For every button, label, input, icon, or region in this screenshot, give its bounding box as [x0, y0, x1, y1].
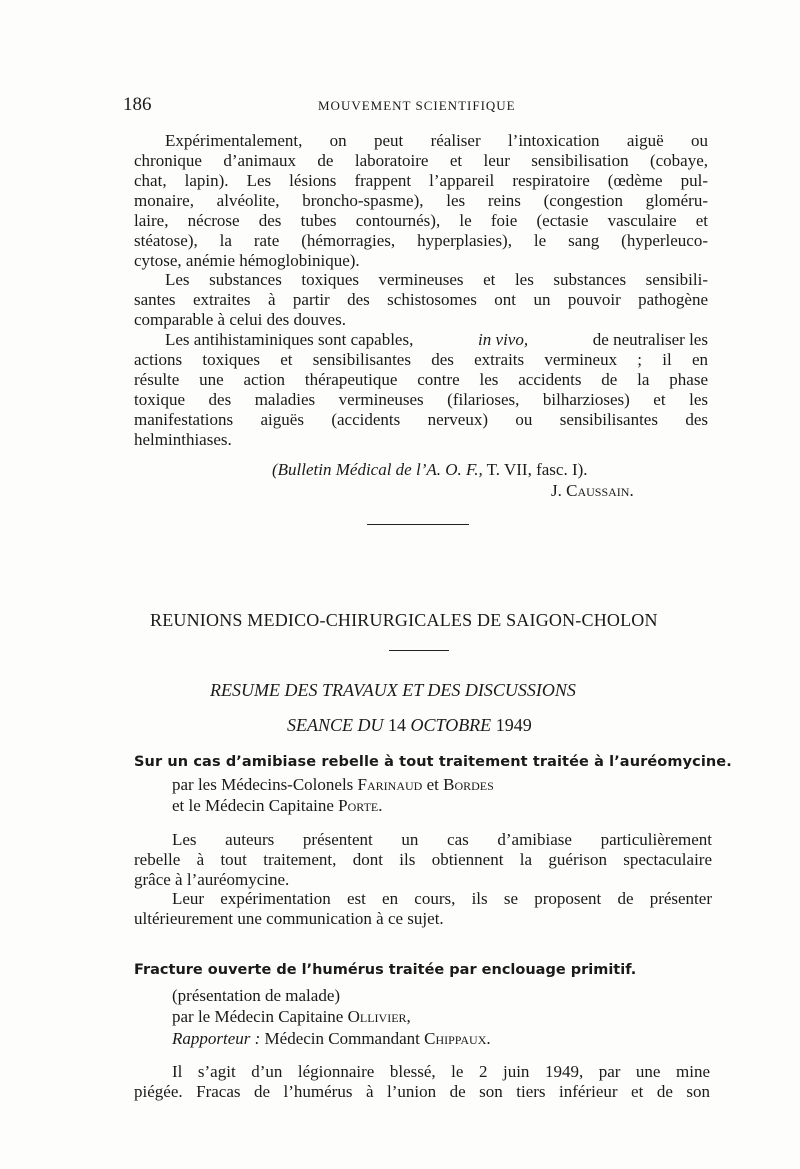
author-name: Porte.	[338, 796, 383, 815]
text-line: Il s’agit d’un légionnaire blessé, le 2 juin 1949, par une mine	[172, 1062, 710, 1081]
text-line: chat, lapin). Les lésions frappent l’appareil respiratoire (œdème pul-	[134, 171, 708, 190]
text-line: ultérieurement une communication à ce sujet.	[134, 909, 444, 928]
running-title: MOUVEMENT SCIENTIFIQUE	[318, 98, 516, 113]
author-name: Farinaud	[357, 775, 423, 794]
author-name: Ollivier,	[347, 1007, 411, 1026]
text-line: Leur expérimentation est en cours, ils se proposent de présenter	[172, 889, 712, 908]
text-line: toxique des maladies vermineuses (filarioses, bilharzioses) et les	[134, 390, 708, 409]
session-year: 1949	[495, 715, 532, 735]
author-signature	[551, 481, 634, 500]
italic-term: in vivo,	[478, 330, 529, 349]
session-heading	[287, 716, 532, 735]
text-span: Les antihistaminiques sont capables,	[165, 330, 414, 349]
author-name: Caussain.	[566, 481, 634, 500]
separator-rule	[367, 524, 469, 525]
text-line: stéatose), la rate (hémorragies, hyperplasies), le sang (hyperleuco-	[134, 231, 708, 250]
text-line: helminthiases.	[134, 430, 232, 449]
item1-authors-2	[172, 796, 383, 815]
text-span: de neutraliser les	[592, 330, 708, 349]
text-line: Les auteurs présentent un cas d’amibiase particulièrement	[172, 830, 712, 849]
page-number: 186	[123, 94, 152, 115]
section-title: REUNIONS MEDICO-CHIRURGICALES DE SAIGON-CHOLON	[150, 610, 658, 630]
text-line: manifestations aiguës (accidents nerveux) ou sensibilisantes des	[134, 410, 708, 429]
author-name: Chippaux.	[424, 1029, 491, 1048]
text-span: par le Médecin Capitaine	[172, 1007, 344, 1026]
session-label: SEANCE DU	[287, 715, 384, 735]
text-line: résulte une action thérapeutique contre les accidents de la phase	[134, 370, 708, 389]
citation-source: (Bulletin Médical de l’A. O. F.,	[272, 460, 483, 479]
text-line	[165, 330, 708, 349]
text-span: par les Médecins-Colonels	[172, 775, 354, 794]
session-month: OCTOBRE	[410, 715, 492, 735]
text-line: actions toxiques et sensibilisantes des extraits vermineux ; il en	[134, 350, 708, 369]
text-line: rebelle à tout traitement, dont ils obtiennent la guérison spectaculaire	[134, 850, 712, 869]
session-day: 14	[388, 715, 406, 735]
item1-authors	[172, 775, 494, 794]
item2-rapporteur	[172, 1029, 491, 1048]
text-line: cytose, anémie hémoglobinique).	[134, 251, 360, 270]
rapporteur-label: Rapporteur :	[172, 1029, 261, 1048]
text-line: comparable à celui des douves.	[134, 310, 346, 329]
text-line: piégée. Fracas de l’humérus à l’union de son tiers inférieur et de son	[134, 1082, 710, 1101]
text-line: laire, nécrose des tubes contournés), le foie (ectasie vasculaire et	[134, 211, 708, 230]
citation	[272, 460, 588, 479]
author-name: Bordes	[443, 775, 494, 794]
text-span: Médecin Commandant	[264, 1029, 420, 1048]
title-underline	[389, 650, 449, 651]
text-span: et	[426, 775, 439, 794]
item2-presentation: (présentation de malade)	[172, 986, 341, 1005]
text-line: Expérimentalement, on peut réaliser l’intoxication aiguë ou	[165, 131, 708, 150]
section-subtitle: RESUME DES TRAVAUX ET DES DISCUSSIONS	[210, 680, 576, 700]
text-line: Les substances toxiques vermineuses et les substances sensibili-	[165, 270, 708, 289]
citation-volume: T. VII, fasc. I).	[486, 460, 588, 479]
text-line: chronique d’animaux de laboratoire et leur sensibilisation (cobaye,	[134, 151, 708, 170]
text-line: monaire, alvéolite, broncho-spasme), les reins (congestion gloméru-	[134, 191, 708, 210]
author-initial: J.	[551, 481, 562, 500]
text-span: et le Médecin Capitaine	[172, 796, 334, 815]
item2-heading: Fracture ouverte de l’humérus traitée par enclouage primitif.	[134, 962, 637, 978]
item2-authors	[172, 1007, 411, 1026]
item1-heading: Sur un cas d’amibiase rebelle à tout traitement traitée à l’auréomycine.	[134, 754, 732, 770]
text-line: santes extraites à partir des schistosomes ont un pouvoir pathogène	[134, 290, 708, 309]
text-line: grâce à l’auréomycine.	[134, 870, 290, 889]
